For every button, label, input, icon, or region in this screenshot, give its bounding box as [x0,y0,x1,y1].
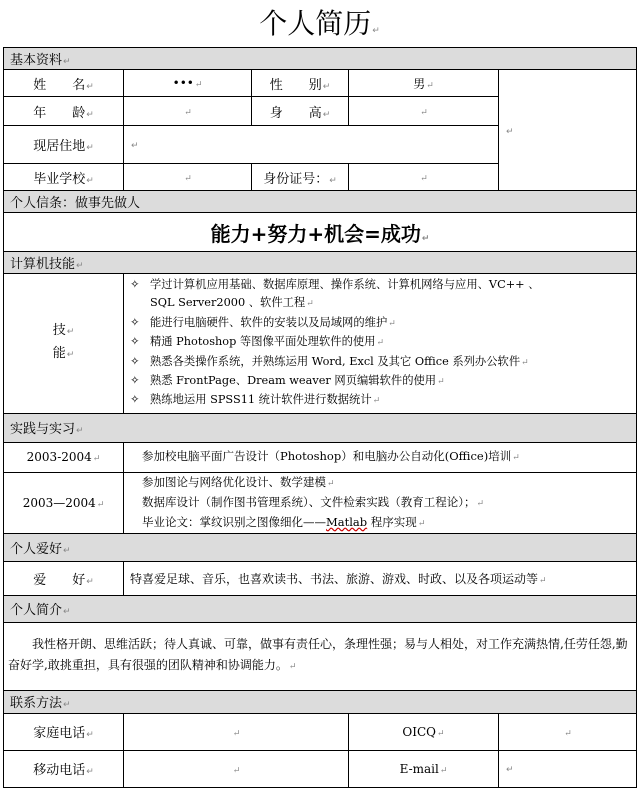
hobby-text: 特喜爱足球、音乐，也喜欢读书、书法、旅游、游戏、时政、以及各项运动等↵ [124,561,637,595]
skill-item: SQL Server2000 、软件工程↵ [150,296,314,310]
practice-period: 2003-2004↵ [4,442,124,472]
home-phone-label: 家庭电话↵ [4,713,124,750]
oicq-label: OICQ↵ [349,713,499,750]
school-label: 毕业学校↵ [4,164,124,191]
name-value: •••↵ [124,70,252,97]
height-label: 身 高↵ [252,97,349,126]
id-number-label: 身份证号：↵ [252,164,349,191]
diamond-bullet-icon: ✧ [130,315,140,329]
section-motto: 个人信条：做事先做人 [4,191,637,213]
skill-item: ✧ 精通 Photoshop 等图像平面处理软件的使用↵ [130,333,636,352]
photo-cell: ↵ [499,70,637,191]
section-contact: 联系方法↵ [4,690,637,713]
motto-text: 能力+努力+机会=成功↵ [4,213,637,252]
section-computer-skills: 计算机技能↵ [4,252,637,274]
practice-detail: 参加图论与网络优化设计、数学建模↵ 数据库设计（制作图书管理系统）、文件检索实践（教育工程论）；↵ 毕业论文：掌纹识别之图像细化——Matlab 程序实现↵ [124,472,637,533]
practice-detail: 参加校电脑平面广告设计（Photoshop）和电脑办公自动化(Office)培训↵ [124,442,637,472]
page-title: 个人简历↵ [259,7,380,40]
skill-item: ✧ 熟悉各类操作系统，并熟练运用 Word, Excl 及其它 Office 系列办公软件↵ [130,353,636,372]
section-practice: 实践与实习↵ [4,413,637,442]
mobile-phone-value: ↵ [124,750,349,787]
diamond-bullet-icon: ✧ [130,278,140,291]
practice-period: 2003—2004↵ [4,472,124,533]
resume-table [3,47,637,788]
intro-text: 我性格开朗、思维活跃；待人真诚、可靠，做事有责任心，条理性强；易与人相处，对工作充满热情,任劳任怨,勤奋好学,敢挑重担，具有很强的团队精神和协调能力。↵ [4,622,637,690]
email-label: E-mail↵ [349,750,499,787]
skill-item: ✧ 能进行电脑硬件、软件的安装以及局域网的维护↵ [130,314,636,333]
id-number-value: ↵ [349,164,499,191]
diamond-bullet-icon: ✧ [130,393,140,407]
age-label: 年 龄↵ [4,97,124,126]
age-value: ↵ [124,97,252,126]
email-value: ↵ [499,750,637,787]
address-label: 现居住地↵ [4,126,124,164]
oicq-value: ↵ [499,713,637,750]
home-phone-value: ↵ [124,713,349,750]
address-value: ↵ [124,126,499,164]
school-value: ↵ [124,164,252,191]
section-basic-info: 基本资料↵ [4,48,637,70]
gender-label: 性 别↵ [252,70,349,97]
diamond-bullet-icon: ✧ [130,374,140,388]
gender-value: 男↵ [349,70,499,97]
skills-list [124,274,637,414]
diamond-bullet-icon: ✧ [130,354,140,368]
diamond-bullet-icon: ✧ [130,335,140,349]
height-value: ↵ [349,97,499,126]
skill-item: ✧ 熟练地运用 SPSS11 统计软件进行数据统计↵ [130,391,636,410]
section-hobby: 个人爱好↵ [4,533,637,561]
skill-item: ✧ 熟悉 FrontPage、Dream weaver 网页编辑软件的使用↵ [130,372,636,391]
skill-item: ✧ 学过计算机应用基础、数据库原理、操作系统、计算机网络与应用、VC++ 、 [130,276,636,294]
hobby-label: 爱 好↵ [4,561,124,595]
mobile-phone-label: 移动电话↵ [4,750,124,787]
section-intro: 个人简介↵ [4,595,637,622]
skills-label: 技↵ 能↵ [4,274,124,414]
name-label: 姓 名↵ [4,70,124,97]
